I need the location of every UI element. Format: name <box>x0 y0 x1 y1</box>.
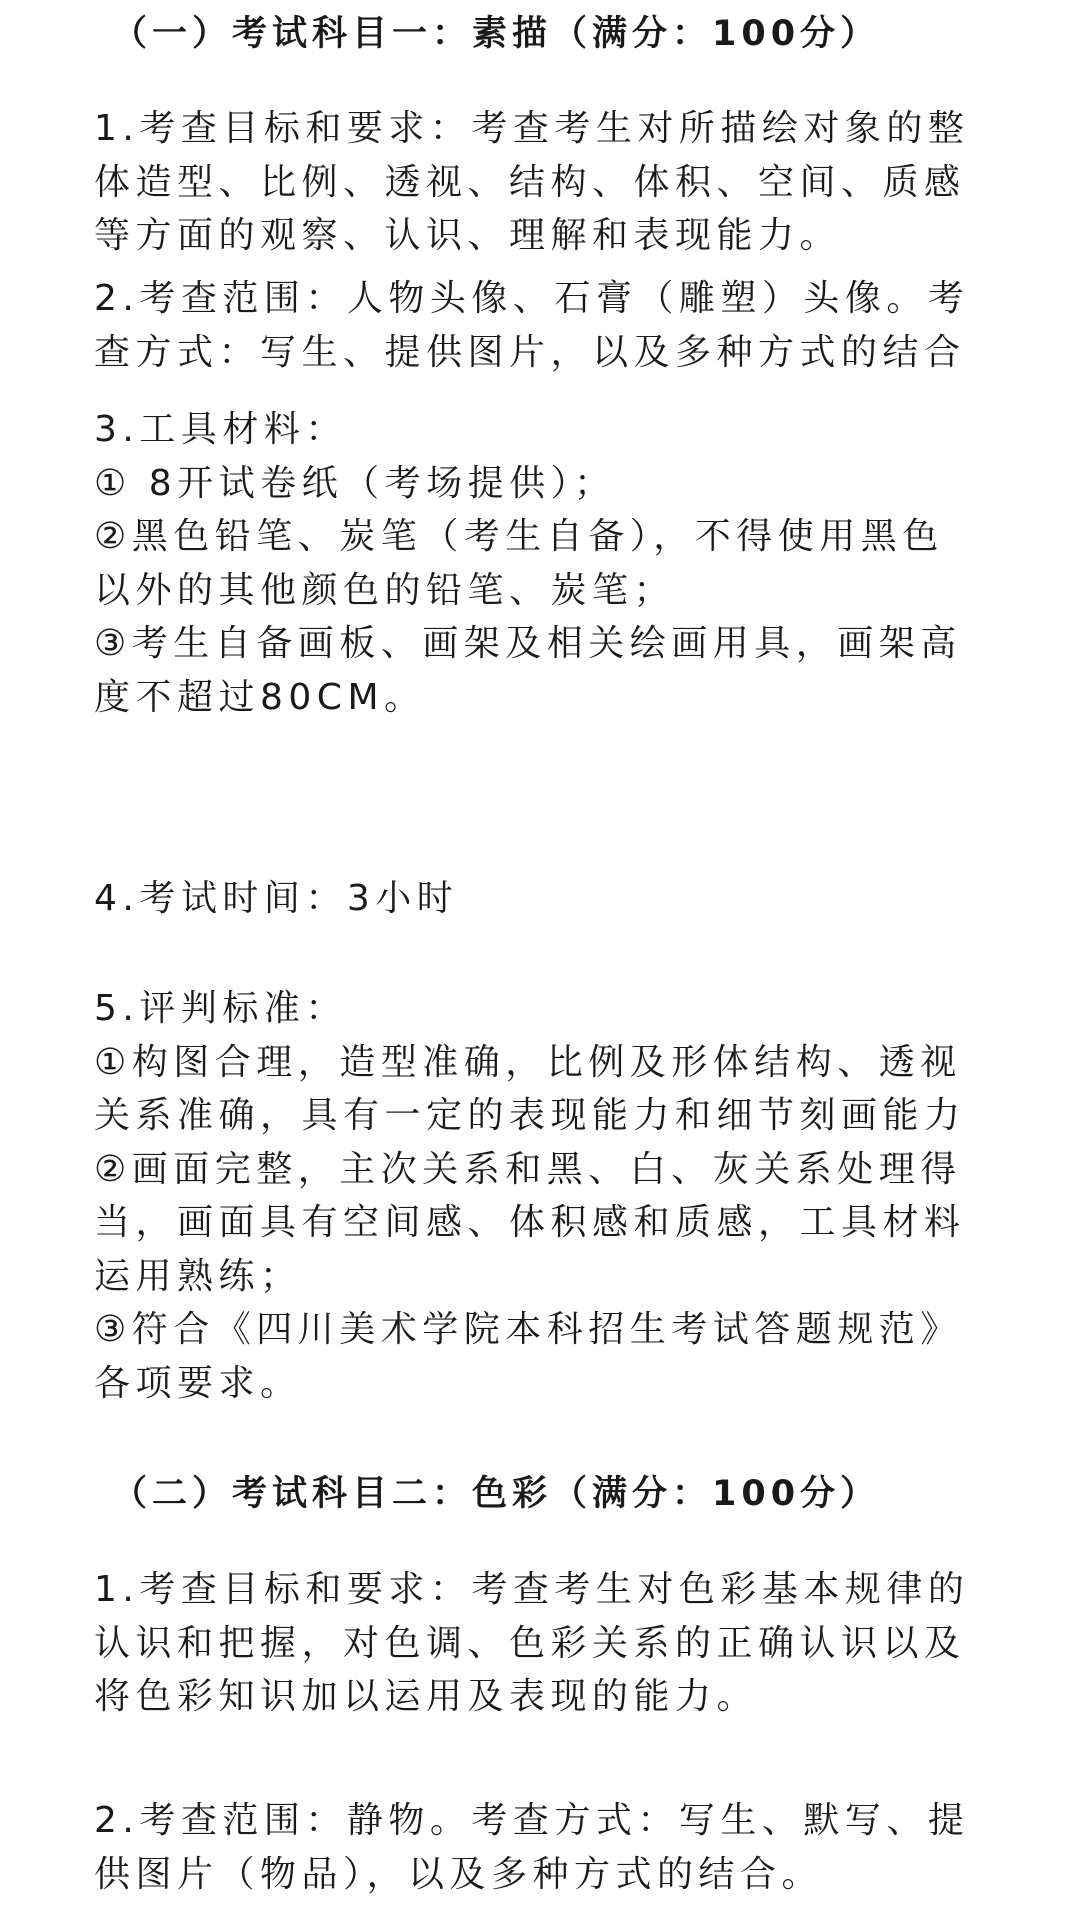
paragraph-exam-time <box>94 872 1014 926</box>
section-heading: （二）考试科目二：色彩（满分：100分） <box>112 1474 881 1514</box>
text-line: 1.考查目标和要求：考查考生对所描绘对象的整 <box>94 108 970 149</box>
text-line: 当，画面具有空间感、体积感和质感，工具材料 <box>94 1202 966 1243</box>
paragraph-color-exam-goals <box>94 1563 1014 1724</box>
text-line: 3.工具材料： <box>94 409 347 450</box>
section-heading: （一）考试科目一：素描（满分：100分） <box>112 14 881 54</box>
paragraph-tools-materials <box>94 403 1014 724</box>
text-line: 2.考查范围：静物。考查方式：写生、默写、提 <box>94 1800 970 1841</box>
text-line: 将色彩知识加以运用及表现的能力。 <box>94 1676 759 1717</box>
text-line: ③符合《四川美术学院本科招生考试答题规范》 <box>94 1309 962 1350</box>
text-line: 关系准确，具有一定的表现能力和细节刻画能力 <box>94 1095 966 1136</box>
text-line: 度不超过80CM。 <box>94 676 426 718</box>
text-line: 供图片（物品），以及多种方式的结合。 <box>94 1853 824 1895</box>
text-line: ①构图合理，造型准确，比例及形体结构、透视 <box>94 1041 962 1083</box>
text-line: ① 8开试卷纸（考场提供）； <box>94 462 616 504</box>
section-1-heading-block <box>94 14 1014 54</box>
text-line: 认识和把握，对色调、色彩关系的正确认识以及 <box>94 1622 966 1664</box>
text-line: 2.考查范围：人物头像、石膏（雕塑）头像。考 <box>94 278 970 319</box>
paragraph-exam-goals <box>94 102 1014 263</box>
paragraph-color-exam-scope <box>94 1794 1014 1901</box>
text-line: ③考生自备画板、画架及相关绘画用具，画架高 <box>94 623 962 664</box>
text-line: 查方式：写生、提供图片，以及多种方式的结合 <box>94 331 966 373</box>
text-line: 5.评判标准： <box>94 988 347 1029</box>
paragraph-grading-criteria <box>94 982 1014 1410</box>
text-line: 各项要求。 <box>94 1362 302 1404</box>
text-line: 体造型、比例、透视、结构、体积、空间、质感 <box>94 161 966 203</box>
text-line: 等方面的观察、认识、理解和表现能力。 <box>94 215 842 256</box>
text-line: ②画面完整，主次关系和黑、白、灰关系处理得 <box>94 1148 962 1190</box>
paragraph-exam-scope <box>94 272 1014 379</box>
text-line: 1.考查目标和要求：考查考生对色彩基本规律的 <box>94 1569 970 1610</box>
text-line: 4.考试时间：3小时 <box>94 878 459 919</box>
section-2-heading-block <box>94 1474 1014 1514</box>
text-line: 运用熟练； <box>94 1255 302 1297</box>
text-line: ②黑色铅笔、炭笔（考生自备），不得使用黑色 <box>94 516 944 557</box>
text-line: 以外的其他颜色的铅笔、炭笔； <box>94 569 676 611</box>
